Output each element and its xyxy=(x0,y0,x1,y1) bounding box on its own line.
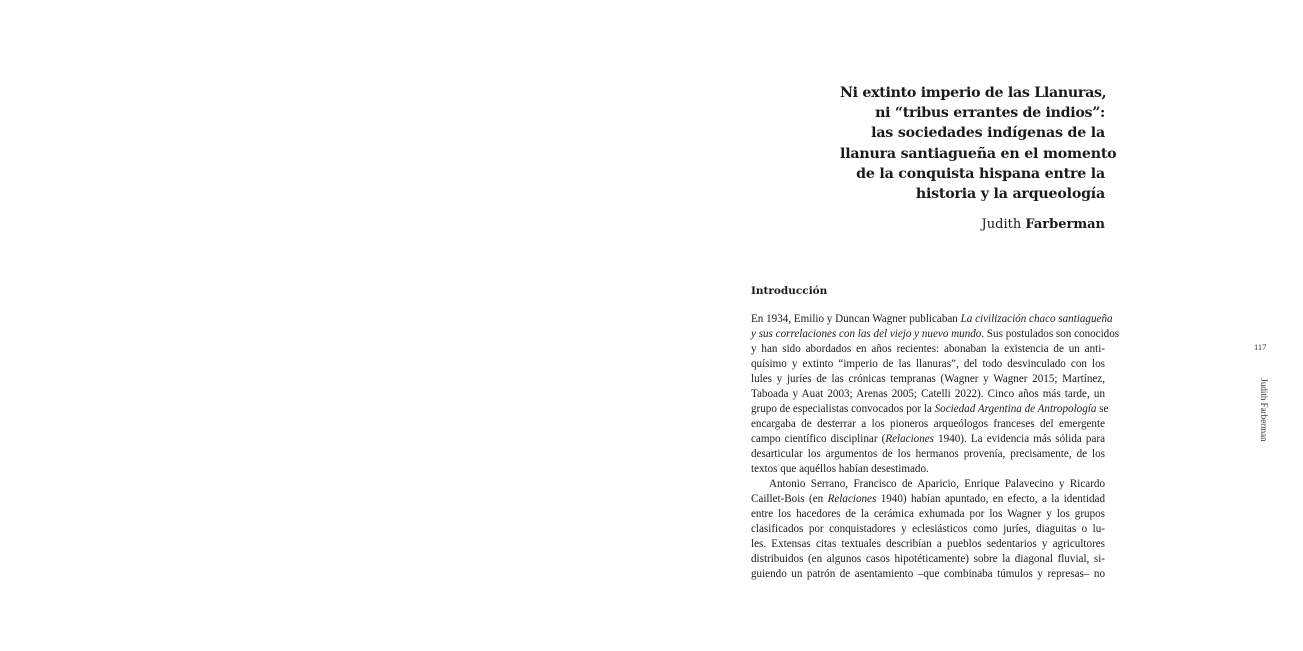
text-run: quísimo y extinto “imperio de las llanuras”, del todo desvinculado con los xyxy=(751,358,1105,370)
body-line xyxy=(751,327,1120,342)
author-surname: Farberman xyxy=(1025,217,1105,232)
body-line xyxy=(751,312,1113,327)
body-line xyxy=(751,342,1105,357)
title-line-4: llanura santiagueña en el momento xyxy=(840,145,1117,162)
italic-text: La civilización chaco santiagueña xyxy=(960,313,1113,325)
text-run: lules y juríes de las crónicas tempranas (Wagner y Wagner 2015; Martínez, xyxy=(751,373,1105,385)
body-line xyxy=(751,462,1105,477)
body-line xyxy=(751,567,1105,582)
text-run: . Sus postulados son conocidos xyxy=(981,328,1120,340)
section-heading: Introducción xyxy=(751,285,828,297)
text-run: les. Extensas citas textuales describían a pueblos sedentarios y agricultores xyxy=(751,538,1105,550)
running-head: Judith Farberman xyxy=(1259,378,1269,442)
italic-text: Relaciones xyxy=(885,433,934,445)
text-run: y han sido abordados en años recientes: abonaban la existencia de un anti- xyxy=(751,343,1105,355)
body-line xyxy=(751,522,1105,537)
text-run: textos que aquéllos habían desestimado. xyxy=(751,463,929,475)
body-line xyxy=(751,492,1105,507)
body-line xyxy=(751,447,1105,462)
title-line-2: ni “tribus errantes de indios”: xyxy=(875,105,1105,122)
page-number: 117 xyxy=(1254,342,1267,352)
italic-text: Sociedad Argentina de Antropología xyxy=(934,403,1097,415)
body-line xyxy=(751,357,1105,372)
text-run: grupo de especialistas convocados por la xyxy=(751,403,935,415)
text-run: se xyxy=(1096,403,1109,415)
author-given-name: Judith xyxy=(981,217,1022,232)
text-run: Caillet-Bois (en xyxy=(751,493,828,505)
text-run: distribuidos (en algunos casos hipotéticamente) sobre la diagonal fluvial, si- xyxy=(751,553,1105,565)
body-line xyxy=(751,432,1105,447)
text-run: 1940) habían apuntado, en efecto, a la identidad xyxy=(876,493,1105,505)
body-line xyxy=(751,507,1105,522)
text-run: desarticular los argumentos de los hermanos provenía, precisamente, de los xyxy=(751,448,1105,460)
article-title xyxy=(840,83,1117,204)
body-paragraphs xyxy=(751,312,1120,582)
text-run: En 1934, Emilio y Duncan Wagner publicaban xyxy=(751,313,961,325)
text-run: Antonio Serrano, Francisco de Aparicio, Enrique Palavecino y Ricardo xyxy=(769,478,1105,490)
text-run: campo científico disciplinar ( xyxy=(751,433,886,445)
body-line xyxy=(751,417,1105,432)
text-run: Taboada y Auat 2003; Arenas 2005; Catelli 2022). Cinco años más tarde, un xyxy=(751,388,1105,400)
text-run: clasificados por conquistadores y eclesiásticos como juríes, diaguitas o lu- xyxy=(751,523,1105,535)
body-line xyxy=(751,372,1105,387)
title-line-6: historia y la arqueología xyxy=(915,186,1105,203)
title-line-5: de la conquista hispana entre la xyxy=(856,165,1105,182)
body-line xyxy=(751,387,1105,402)
title-line-1: Ni extinto imperio de las Llanuras, xyxy=(840,85,1107,101)
body-line xyxy=(751,477,1105,492)
text-run: encargaba de desterrar a los pioneros arqueólogos franceses del emergente xyxy=(751,418,1105,430)
body-line xyxy=(751,402,1109,417)
body-line xyxy=(751,552,1105,567)
text-run: entre los hacedores de la cerámica exhumada por los Wagner y los grupos xyxy=(751,508,1105,520)
title-line-3: las sociedades indígenas de la xyxy=(871,125,1105,142)
text-run: guiendo un patrón de asentamiento –que combinaba túmulos y represas– no xyxy=(751,568,1105,580)
text-run: 1940). La evidencia más sólida para xyxy=(934,433,1105,445)
article-author xyxy=(900,216,1105,234)
body-line xyxy=(751,537,1105,552)
italic-text: y sus correlaciones con las del viejo y nuevo mundo xyxy=(751,328,982,340)
italic-text: Relaciones xyxy=(827,493,877,505)
